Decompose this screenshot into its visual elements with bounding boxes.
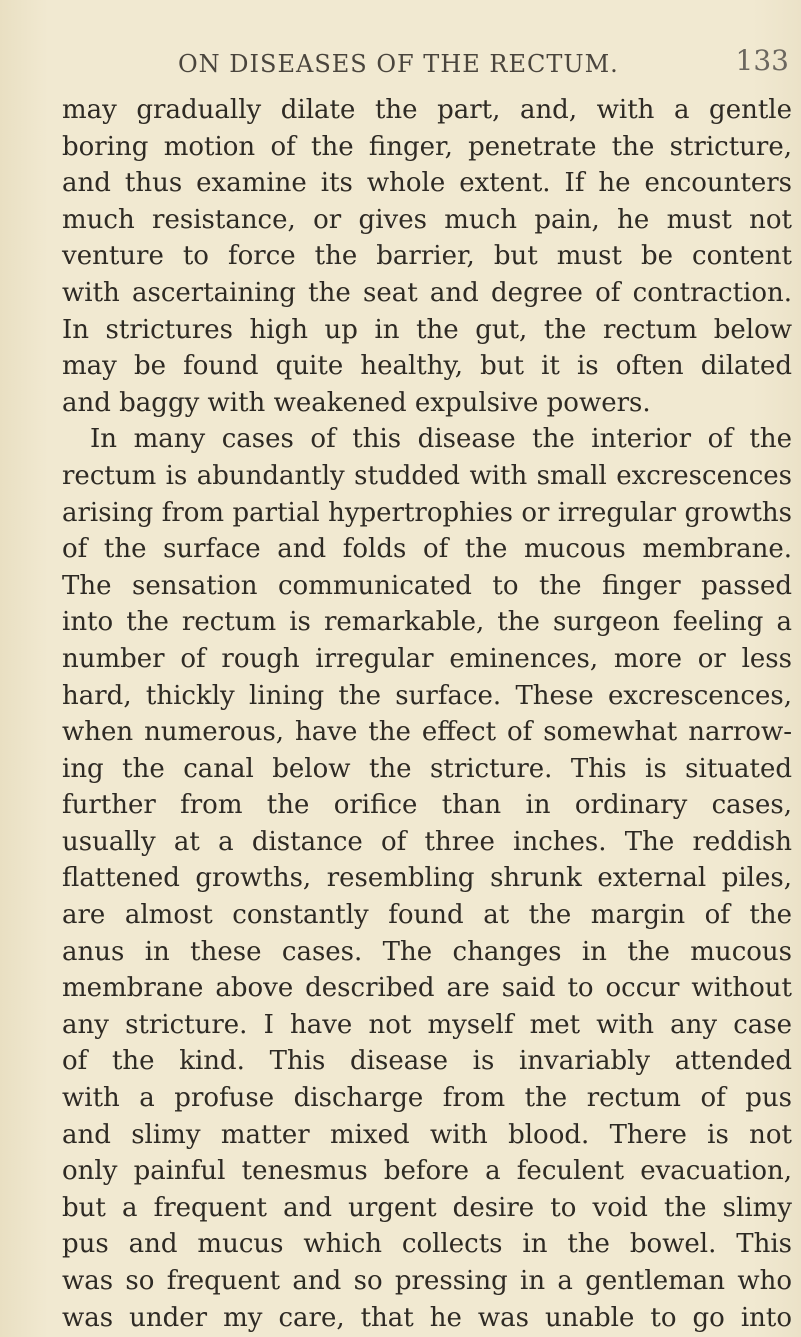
text-line: into the rectum is remarkable, the surgeon feeling a <box>62 607 792 638</box>
text-line: hard, thickly lining the surface. These excrescences, <box>62 680 792 711</box>
text-line: boring motion of the finger, penetrate the stricture, <box>62 131 792 162</box>
text-line: are almost constantly found at the margin of the <box>62 900 792 931</box>
text-line: anus in these cases. The changes in the mucous <box>62 936 792 967</box>
text-line: was under my care, that he was unable to go into <box>62 1302 792 1333</box>
running-head <box>0 38 801 88</box>
text-line: may be found quite healthy, but it is often dilated <box>62 351 792 382</box>
text-line: when numerous, have the effect of somewhat narrow- <box>62 717 792 748</box>
running-head-title: ON DISEASES OF THE RECTUM. <box>178 50 619 78</box>
text-line: with ascertaining the seat and degree of contraction. <box>62 277 792 308</box>
text-line: any stricture. I have not myself met with any case <box>62 1009 792 1040</box>
text-line: usually at a distance of three inches. The reddish <box>62 826 792 857</box>
text-line: of the kind. This disease is invariably attended <box>62 1046 792 1077</box>
text-line: but a frequent and urgent desire to void the slimy <box>62 1192 792 1223</box>
text-line: arising from partial hypertrophies or irregular growths <box>62 497 792 528</box>
paragraph-start-line: In many cases of this disease the interior of the <box>90 424 792 455</box>
text-line: and slimy matter mixed with blood. There is not <box>62 1119 792 1150</box>
text-line: only painful tenesmus before a feculent evacuation, <box>62 1156 792 1187</box>
text-line: membrane above described are said to occur without <box>62 973 792 1004</box>
text-line: much resistance, or gives much pain, he must not <box>62 204 792 235</box>
text-line: In strictures high up in the gut, the rectum below <box>62 314 792 345</box>
text-line: may gradually dilate the part, and, with a gentle <box>62 95 792 125</box>
text-line: flattened growths, resembling shrunk external piles, <box>62 863 792 894</box>
text-line: venture to force the barrier, but must be content <box>62 241 792 272</box>
page-number: 133 <box>735 44 789 77</box>
text-line: pus and mucus which collects in the bowel. This <box>62 1229 792 1260</box>
text-line: rectum is abundantly studded with small excrescences <box>62 460 792 491</box>
text-line: and thus examine its whole extent. If he encounters <box>62 168 792 199</box>
text-line: and baggy with weakened expulsive powers. <box>62 387 651 418</box>
text-line: with a profuse discharge from the rectum of pus <box>62 1083 792 1114</box>
text-line: was so frequent and so pressing in a gentleman who <box>62 1266 792 1296</box>
text-line: of the surface and folds of the mucous membrane. <box>62 534 792 565</box>
body-text <box>62 92 792 1336</box>
text-line: further from the orifice than in ordinary cases, <box>62 790 792 821</box>
text-line: The sensation communicated to the finger passed <box>62 570 792 601</box>
text-line: number of rough irregular eminences, more or less <box>62 643 792 674</box>
text-line: ing the canal below the stricture. This is situated <box>62 753 792 784</box>
